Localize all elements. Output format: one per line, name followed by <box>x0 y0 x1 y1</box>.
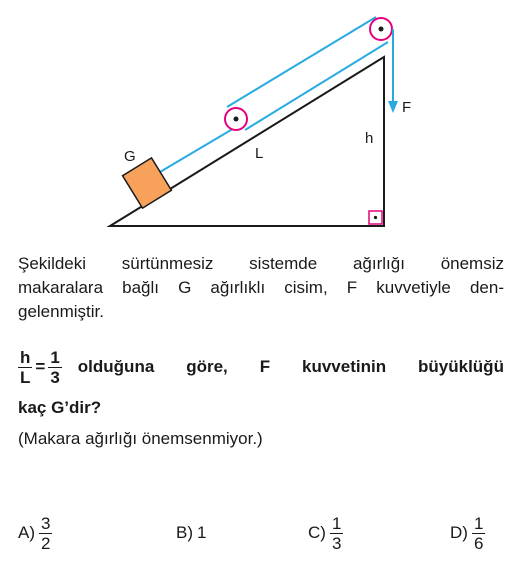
ratio-h: h <box>20 347 31 367</box>
rope-lower <box>160 127 236 172</box>
choice-d[interactable] <box>450 508 485 558</box>
choice-c[interactable] <box>308 508 343 558</box>
question-line-2: makaralara bağlı G ağırlıklı cisim, F kuvvetiyle den- <box>18 278 504 297</box>
label-f: F <box>402 99 412 116</box>
physics-figure <box>0 0 515 240</box>
cond-word: büyüklüğü <box>418 357 504 376</box>
force-arrow-head <box>388 101 398 113</box>
choice-c-fraction <box>330 514 343 553</box>
condition-row <box>18 346 504 388</box>
block-g <box>123 158 172 208</box>
choice-c-num: 1 <box>331 513 342 533</box>
choice-a-label: A) <box>18 523 35 542</box>
choice-d-den: 6 <box>473 533 484 553</box>
condition-text <box>78 357 504 377</box>
choice-c-den: 3 <box>331 533 342 553</box>
choice-a-num: 3 <box>41 513 51 533</box>
label-g: G <box>124 148 136 165</box>
equals-sign: = <box>35 357 46 376</box>
cond-word: F <box>259 357 271 376</box>
question-note: (Makara ağırlığı önemsenmiyor.) <box>18 429 263 448</box>
ratio-l: L <box>20 367 31 387</box>
ratio-value-num: 1 <box>50 347 60 367</box>
choice-c-label: C) <box>308 523 326 542</box>
top-pulley-axle <box>379 27 384 32</box>
choice-b-label: B) <box>176 523 193 542</box>
question-line-3: gelenmiştir. <box>18 302 104 321</box>
cond-word: göre, <box>186 357 228 376</box>
rope-upper-inner <box>245 42 388 130</box>
right-angle-dot <box>374 216 377 219</box>
middle-pulley-axle <box>234 117 239 122</box>
label-l: L <box>255 145 264 162</box>
choice-d-num: 1 <box>473 513 484 533</box>
choice-b[interactable] <box>176 508 206 558</box>
ratio-h-over-l <box>18 348 32 387</box>
ratio-value <box>48 348 61 387</box>
choice-b-value: 1 <box>197 523 207 542</box>
ratio-value-den: 3 <box>50 367 60 387</box>
choice-a-den: 2 <box>41 533 51 553</box>
question-ask: kaç G’dir? <box>18 398 102 417</box>
choice-a[interactable] <box>18 508 52 558</box>
choice-d-fraction <box>472 514 485 553</box>
cond-word: kuvvetinin <box>302 357 387 376</box>
cond-word: olduğuna <box>77 357 155 376</box>
label-h: h <box>365 130 374 147</box>
choice-d-label: D) <box>450 523 468 542</box>
choice-a-fraction <box>39 514 52 553</box>
question-line-1: Şekildeki sürtünmesiz sistemde ağırlığı önemsiz <box>18 254 504 273</box>
